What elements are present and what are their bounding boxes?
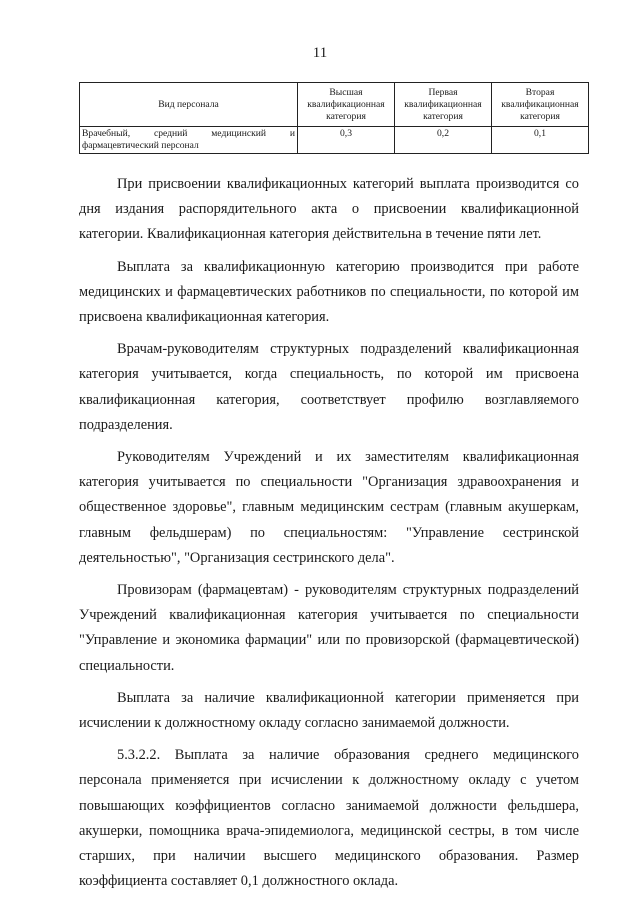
- header-staff-type: Вид персонала: [80, 83, 298, 127]
- header-first-category: Первая квалификационная категория: [395, 83, 492, 127]
- paragraph-5-3-2-2: 5.3.2.2. Выплата за наличие образования среднего медицинского персонала применяется при исчислении к должностному окладу с учетом повышающих коэффициентов согласно занимаемой должности фельдшера, акушерки, помощника врача-эпидемиолога, медицинской сестры, в том числе старших, при наличии высшего медицинского образования. Размер коэффициента составляет 0,1 должностного оклада.: [79, 747, 579, 890]
- header-second-category: Вторая квалификационная категория: [492, 83, 589, 127]
- header-highest-category: Высшая квалификационная категория: [298, 83, 395, 127]
- qualification-coefficient-table: [79, 82, 589, 154]
- page-number: 11: [312, 45, 328, 61]
- table-row: [80, 127, 589, 154]
- paragraph-doctor-managers: Врачам-руководителям структурных подразделений квалификационная категория учитывается, когда специальность, по которой им присвоена квалификационная категория, соответствует профилю возглавляемого подразделения.: [79, 341, 579, 433]
- paragraph-institution-heads: Руководителям Учреждений и их заместителям квалификационная категория учитывается по специальности "Организация здравоохранения и общественное здоровье", главным медицинским сестрам (главным акушеркам, главным фельдшерам) по специальностям: "Управление сестринской деятельностью", "Организация сестринского дела".: [79, 449, 579, 566]
- paragraph-category-assignment: При присвоении квалификационных категорий выплата производится со дня издания распорядительного акта о присвоении квалификационной категории. Квалификационная категория действительна в течение пяти лет.: [79, 176, 579, 243]
- paragraph-payment-by-specialty: Выплата за квалификационную категорию производится при работе медицинских и фармацевтических работников по специальности, по которой им присвоена квалификационная категория.: [79, 258, 579, 326]
- cell-first-value: 0,2: [395, 127, 492, 154]
- table-header-row: [80, 83, 589, 127]
- document-body: [79, 172, 579, 901]
- cell-staff-type: Врачебный, средний медицинский и фармацевтический персонал: [80, 127, 298, 154]
- paragraph-pharmacists: Провизорам (фармацевтам) - руководителям структурных подразделений Учреждений квалификационная категория учитывается по специальности "Управление и экономика фармации" или по провизорской (фармацевтической) специальности.: [79, 582, 579, 674]
- cell-highest-value: 0,3: [298, 127, 395, 154]
- paragraph-payment-application: Выплата за наличие квалификационной категории применяется при исчислении к должностному окладу согласно занимаемой должности.: [79, 689, 579, 732]
- cell-second-value: 0,1: [492, 127, 589, 154]
